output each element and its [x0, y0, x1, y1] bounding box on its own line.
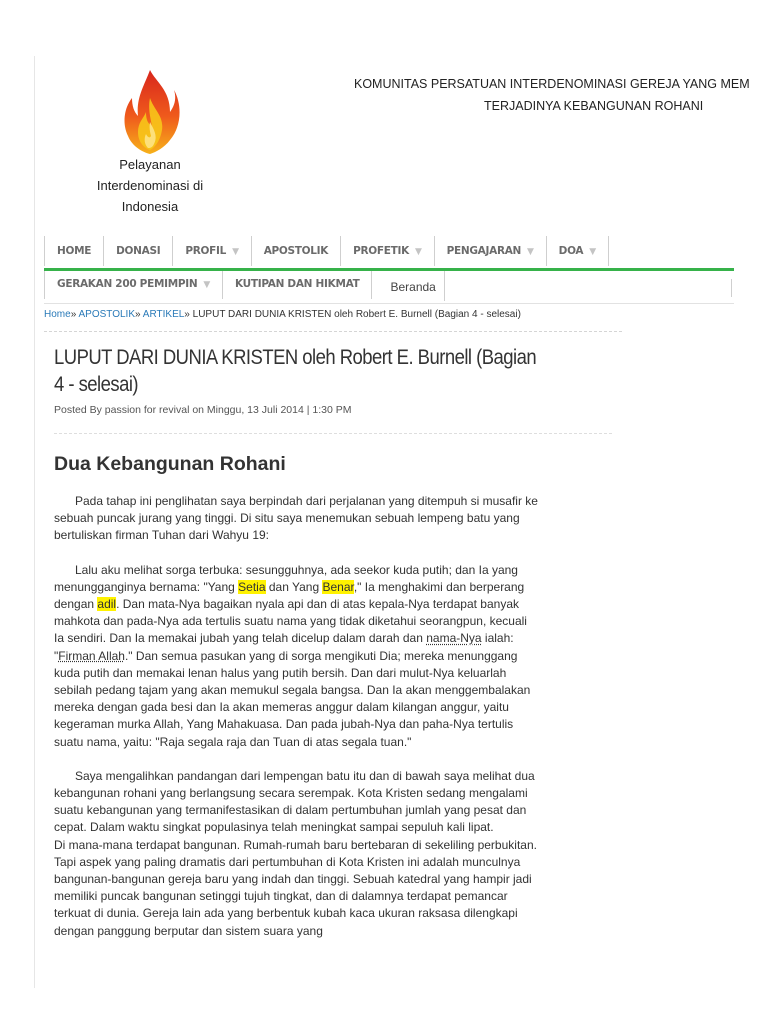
nav-label: KUTIPAN DAN HIKMAT	[234, 278, 360, 290]
underlined-term[interactable]: Firman Allah	[58, 648, 125, 663]
tagline-line: TERJADINYA KEBANGUNAN ROHANI	[484, 99, 704, 113]
breadcrumb-home-link[interactable]: Home	[44, 309, 71, 320]
nav-item-gerakan-200-pemimpin[interactable]	[44, 271, 223, 299]
paragraph	[54, 768, 538, 837]
highlighted-word: Setia	[238, 579, 266, 594]
chevron-down-icon: ▼	[414, 247, 422, 257]
paragraph-text: ." Dan semua pasukan yang di sorga mengikuti Dia; mereka menunggang kuda putih dan memakai lenan halus yang putih bersih. Dan dari mulut-Nya keluarlah sebilah pedang tajam yang akan memukul segala bangsa. Dan Ia akan menggembalakan mereka dengan gada besi dan Ia akan memeras anggur dalam kilangan anggur, yaitu kegeraman murka Allah, Yang Mahakuasa. Dan pada jubah-Nya dan paha-Nya tertulis suatu nama, yaitu: "Raja segala raja dan Tuan di atas segala tuan."	[54, 648, 531, 749]
paragraph-text: Pada tahap ini penglihatan saya berpindah dari perjalanan yang ditempuh si musafir ke sebuah puncak jurang yang tinggi. Di situ saya menemukan sebuah lempeng batu yang bertuliskan firman Tuhan dari Wahyu 19:	[54, 494, 538, 543]
scripture-paragraph	[54, 562, 538, 751]
nav-label: DONASI	[116, 245, 161, 257]
flame-logo-icon[interactable]	[120, 68, 180, 156]
nav-item-profetik[interactable]	[341, 236, 434, 266]
breadcrumb-separator: »	[184, 309, 190, 320]
nav-label: DOA	[558, 245, 584, 257]
paragraph-text: dan Yang	[265, 579, 323, 594]
underlined-term[interactable]: nama-Nya	[426, 631, 482, 646]
nav-item-kutipan-dan-hikmat[interactable]	[223, 271, 373, 299]
nav-label: APOSTOLIK	[263, 245, 329, 257]
breadcrumb-artikel-link[interactable]: ARTIKEL	[142, 309, 185, 320]
paragraph-text: ialah: "	[54, 631, 514, 663]
post-body	[54, 493, 538, 940]
breadcrumb-current: LUPUT DARI DUNIA KRISTEN oleh Robert E. Burnell (Bagian 4 - selesai)	[192, 309, 521, 320]
chevron-down-icon: ▼	[527, 247, 534, 257]
breadcrumb-apostolik-link[interactable]: APOSTOLIK	[78, 309, 135, 320]
breadcrumb	[44, 309, 521, 320]
paragraph	[54, 493, 538, 545]
divider	[44, 331, 622, 332]
nav-divider	[731, 279, 732, 297]
paragraph-text: Saya mengalihkan pandangan dari lempengan batu itu dan di bawah saya melihat dua kebangunan rohani yang berlangsung secara serempak. Kota Kristen sedang mengalami suatu kebangunan yang termanifestasikan di dalam pertumbuhan jumlah yang pesat dan cepat. Dalam waktu singkat populasinya telah meningkat sampai sepuluh kali lipat.	[54, 768, 535, 835]
nav-item-home[interactable]	[44, 236, 104, 266]
breadcrumb-separator: »	[135, 309, 141, 320]
breadcrumb-separator: »	[70, 309, 77, 320]
site-tagline	[330, 73, 768, 117]
nav-item-pengajaran[interactable]	[435, 236, 547, 266]
chevron-down-icon: ▼	[232, 247, 239, 257]
highlighted-word: Benar	[322, 579, 354, 594]
post-title[interactable]: LUPUT DARI DUNIA KRISTEN oleh Robert E. Burnell (Bagian 4 - selesai)	[54, 346, 537, 396]
highlighted-word: adil	[97, 597, 117, 612]
tagline-line: KOMUNITAS PERSATUAN INTERDENOMINASI GEREJA YANG MEM	[354, 77, 750, 91]
divider	[54, 433, 612, 434]
paragraph-text: ," Ia menghakimi dan berperang dengan	[54, 579, 525, 612]
paragraph-text: Di mana-mana terdapat bangunan. Rumah-rumah baru bertebaran di sekeliling perbukitan. Tapi aspek yang paling dramatis dari pertumbuhan di Kota Kristen ini adalah munculnya bangunan-bangunan gereja baru yang indah dan tinggi. Sebuah katedral yang hampir jadi memiliki puncak bangunan setinggi tujuh tingkat, dan di dalamnya terdapat pemancar terkuat di dunia. Gereja lain ada yang berbentuk kubah kaca ukuran raksasa dilengkapi dengan panggung berputar dan sistem suara yang	[54, 837, 537, 938]
nav-item-donasi[interactable]	[104, 236, 173, 266]
post-heading: Dua Kebangunan Rohani	[54, 453, 286, 475]
nav-label: PROFIL	[185, 245, 227, 257]
chevron-down-icon: ▼	[203, 280, 210, 290]
nav-label: PROFETIK	[353, 245, 409, 257]
nav-item-apostolik[interactable]	[252, 236, 341, 266]
paragraph-text: Lalu aku melihat sorga terbuka: sesungguhnya, ada seekor kuda putih; dan Ia yang menungganginya bernama: "Yang	[54, 562, 518, 594]
nav-item-profil[interactable]	[173, 236, 251, 266]
site-name	[80, 154, 220, 217]
nav-label: HOME	[57, 245, 92, 257]
main-nav	[44, 236, 734, 268]
secondary-nav	[44, 271, 734, 304]
nav-label: PENGAJARAN	[446, 245, 522, 257]
site-name-line: Pelayanan	[119, 157, 181, 172]
nav-item-doa[interactable]	[547, 236, 609, 266]
nav-item-beranda[interactable]: Beranda	[372, 271, 444, 301]
chevron-down-icon: ▼	[589, 247, 596, 257]
paragraph	[54, 837, 538, 940]
nav-label: GERAKAN 200 PEMIMPIN	[57, 278, 198, 290]
site-name-line: Indonesia	[121, 199, 179, 214]
post-meta: Posted By passion for revival on Minggu, 13 Juli 2014 | 1:30 PM	[54, 404, 352, 416]
paragraph-text: . Dan mata-Nya bagaikan nyala api dan di atas kepala-Nya terdapat banyak mahkota dan pada-Nya ada tertulis suatu nama yang tidak diketahui seorangpun, kecuali Ia sendiri. Dan Ia memakai jubah yang telah dicelup dalam darah dan	[54, 597, 527, 646]
site-name-line: Interdenominasi di	[96, 178, 204, 193]
